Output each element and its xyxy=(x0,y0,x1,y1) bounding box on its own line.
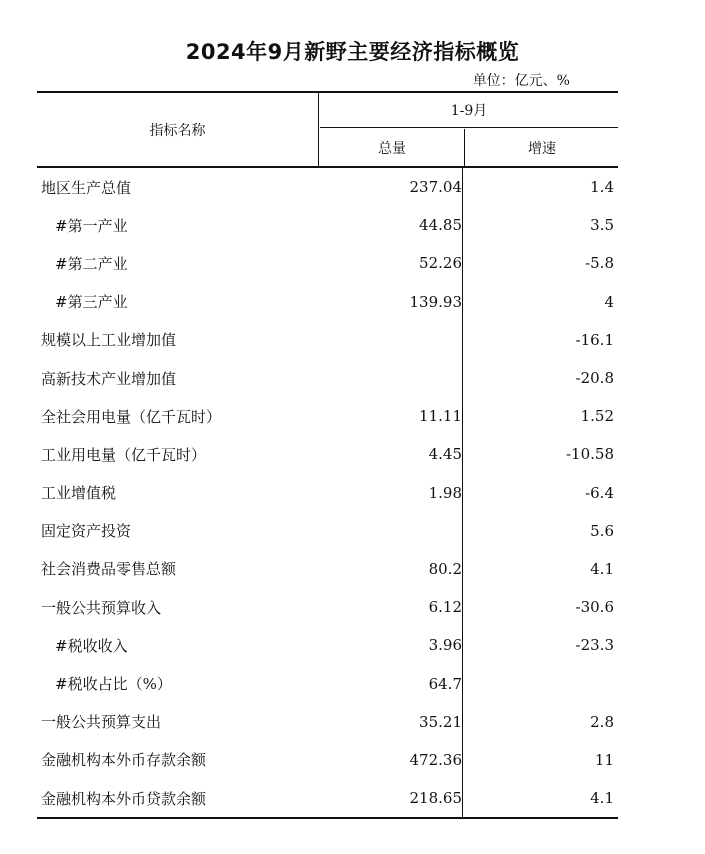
indicator-growth: 3.5 xyxy=(590,216,614,235)
indicator-name: 工业增值税 xyxy=(41,484,117,503)
indicator-total: 80.2 xyxy=(320,550,463,588)
indicator-name: 一般公共预算支出 xyxy=(41,713,162,732)
indicator-growth: 11 xyxy=(594,750,614,769)
table-body xyxy=(37,168,618,817)
indicator-total: 237.04 xyxy=(320,168,463,206)
header-total: 总量 xyxy=(320,129,465,166)
indicator-name: #税收占比（%） xyxy=(55,675,172,694)
table-row xyxy=(37,283,618,321)
indicator-growth: -30.6 xyxy=(575,598,614,617)
indicator-name: #税收收入 xyxy=(55,636,128,655)
indicator-name: 规模以上工业增加值 xyxy=(41,331,177,350)
indicator-growth: 1.4 xyxy=(590,178,614,197)
indicator-total: 472.36 xyxy=(320,741,463,779)
indicator-growth: -16.1 xyxy=(575,330,614,349)
indicator-growth: 4.1 xyxy=(590,559,614,578)
table-row xyxy=(37,779,618,817)
table-header xyxy=(37,93,618,168)
table-row xyxy=(37,703,618,741)
indicator-total: 11.11 xyxy=(320,397,463,435)
table-row xyxy=(37,321,618,359)
table-row xyxy=(37,588,618,626)
indicator-growth: -6.4 xyxy=(585,483,614,502)
indicator-name: 高新技术产业增加值 xyxy=(41,369,177,388)
indicator-total: 3.96 xyxy=(320,626,463,664)
indicator-name: #第二产业 xyxy=(55,254,128,273)
indicator-name: 全社会用电量（亿千瓦时） xyxy=(41,407,222,426)
indicator-name: 工业用电量（亿千瓦时） xyxy=(41,445,207,464)
indicator-name: 地区生产总值 xyxy=(41,178,132,197)
indicator-growth: 2.8 xyxy=(590,712,614,731)
indicator-total: 35.21 xyxy=(320,703,463,741)
indicator-growth: -5.8 xyxy=(585,254,614,273)
table-row xyxy=(37,512,618,550)
indicator-total xyxy=(320,321,463,359)
header-growth: 增速 xyxy=(528,140,556,157)
indicator-name: 一般公共预算收入 xyxy=(41,598,162,617)
indicator-growth: -23.3 xyxy=(575,636,614,655)
indicator-total: 4.45 xyxy=(320,435,463,473)
indicator-total xyxy=(320,359,463,397)
table-row xyxy=(37,550,618,588)
table-row xyxy=(37,664,618,702)
indicator-growth: 5.6 xyxy=(590,521,614,540)
page-title: 2024年9月新野主要经济指标概览 xyxy=(185,40,520,64)
table-row xyxy=(37,244,618,282)
table-row xyxy=(37,741,618,779)
table-row xyxy=(37,474,618,512)
indicator-total xyxy=(320,512,463,550)
indicator-growth: 1.52 xyxy=(580,407,614,426)
indicator-name: 社会消费品零售总额 xyxy=(41,560,177,579)
table-row xyxy=(37,435,618,473)
indicator-growth: -20.8 xyxy=(575,369,614,388)
indicator-growth: 4.1 xyxy=(590,789,614,808)
indicator-name: 金融机构本外币存款余额 xyxy=(41,751,207,770)
indicator-growth: -10.58 xyxy=(565,445,614,464)
indicator-name: 固定资产投资 xyxy=(41,522,132,541)
indicator-total: 6.12 xyxy=(320,588,463,626)
table-row xyxy=(37,626,618,664)
header-indicator-name: 指标名称 xyxy=(37,93,319,166)
indicator-total: 52.26 xyxy=(320,244,463,282)
table-row xyxy=(37,168,618,206)
indicator-total: 1.98 xyxy=(320,474,463,512)
indicator-growth xyxy=(466,664,614,702)
indicator-total: 218.65 xyxy=(320,779,463,817)
indicator-total: 64.7 xyxy=(320,664,463,702)
indicator-name: #第三产业 xyxy=(55,293,128,312)
indicator-table xyxy=(37,91,618,819)
table-row xyxy=(37,359,618,397)
indicator-name: #第一产业 xyxy=(55,216,128,235)
indicator-name: 金融机构本外币贷款余额 xyxy=(41,789,207,808)
table-row xyxy=(37,397,618,435)
indicator-total: 139.93 xyxy=(320,283,463,321)
table-row xyxy=(37,206,618,244)
indicator-total: 44.85 xyxy=(320,206,463,244)
indicator-growth: 4 xyxy=(604,292,614,311)
unit-label: 单位：亿元、% xyxy=(472,73,570,89)
header-period: 1-9月 xyxy=(320,93,618,128)
